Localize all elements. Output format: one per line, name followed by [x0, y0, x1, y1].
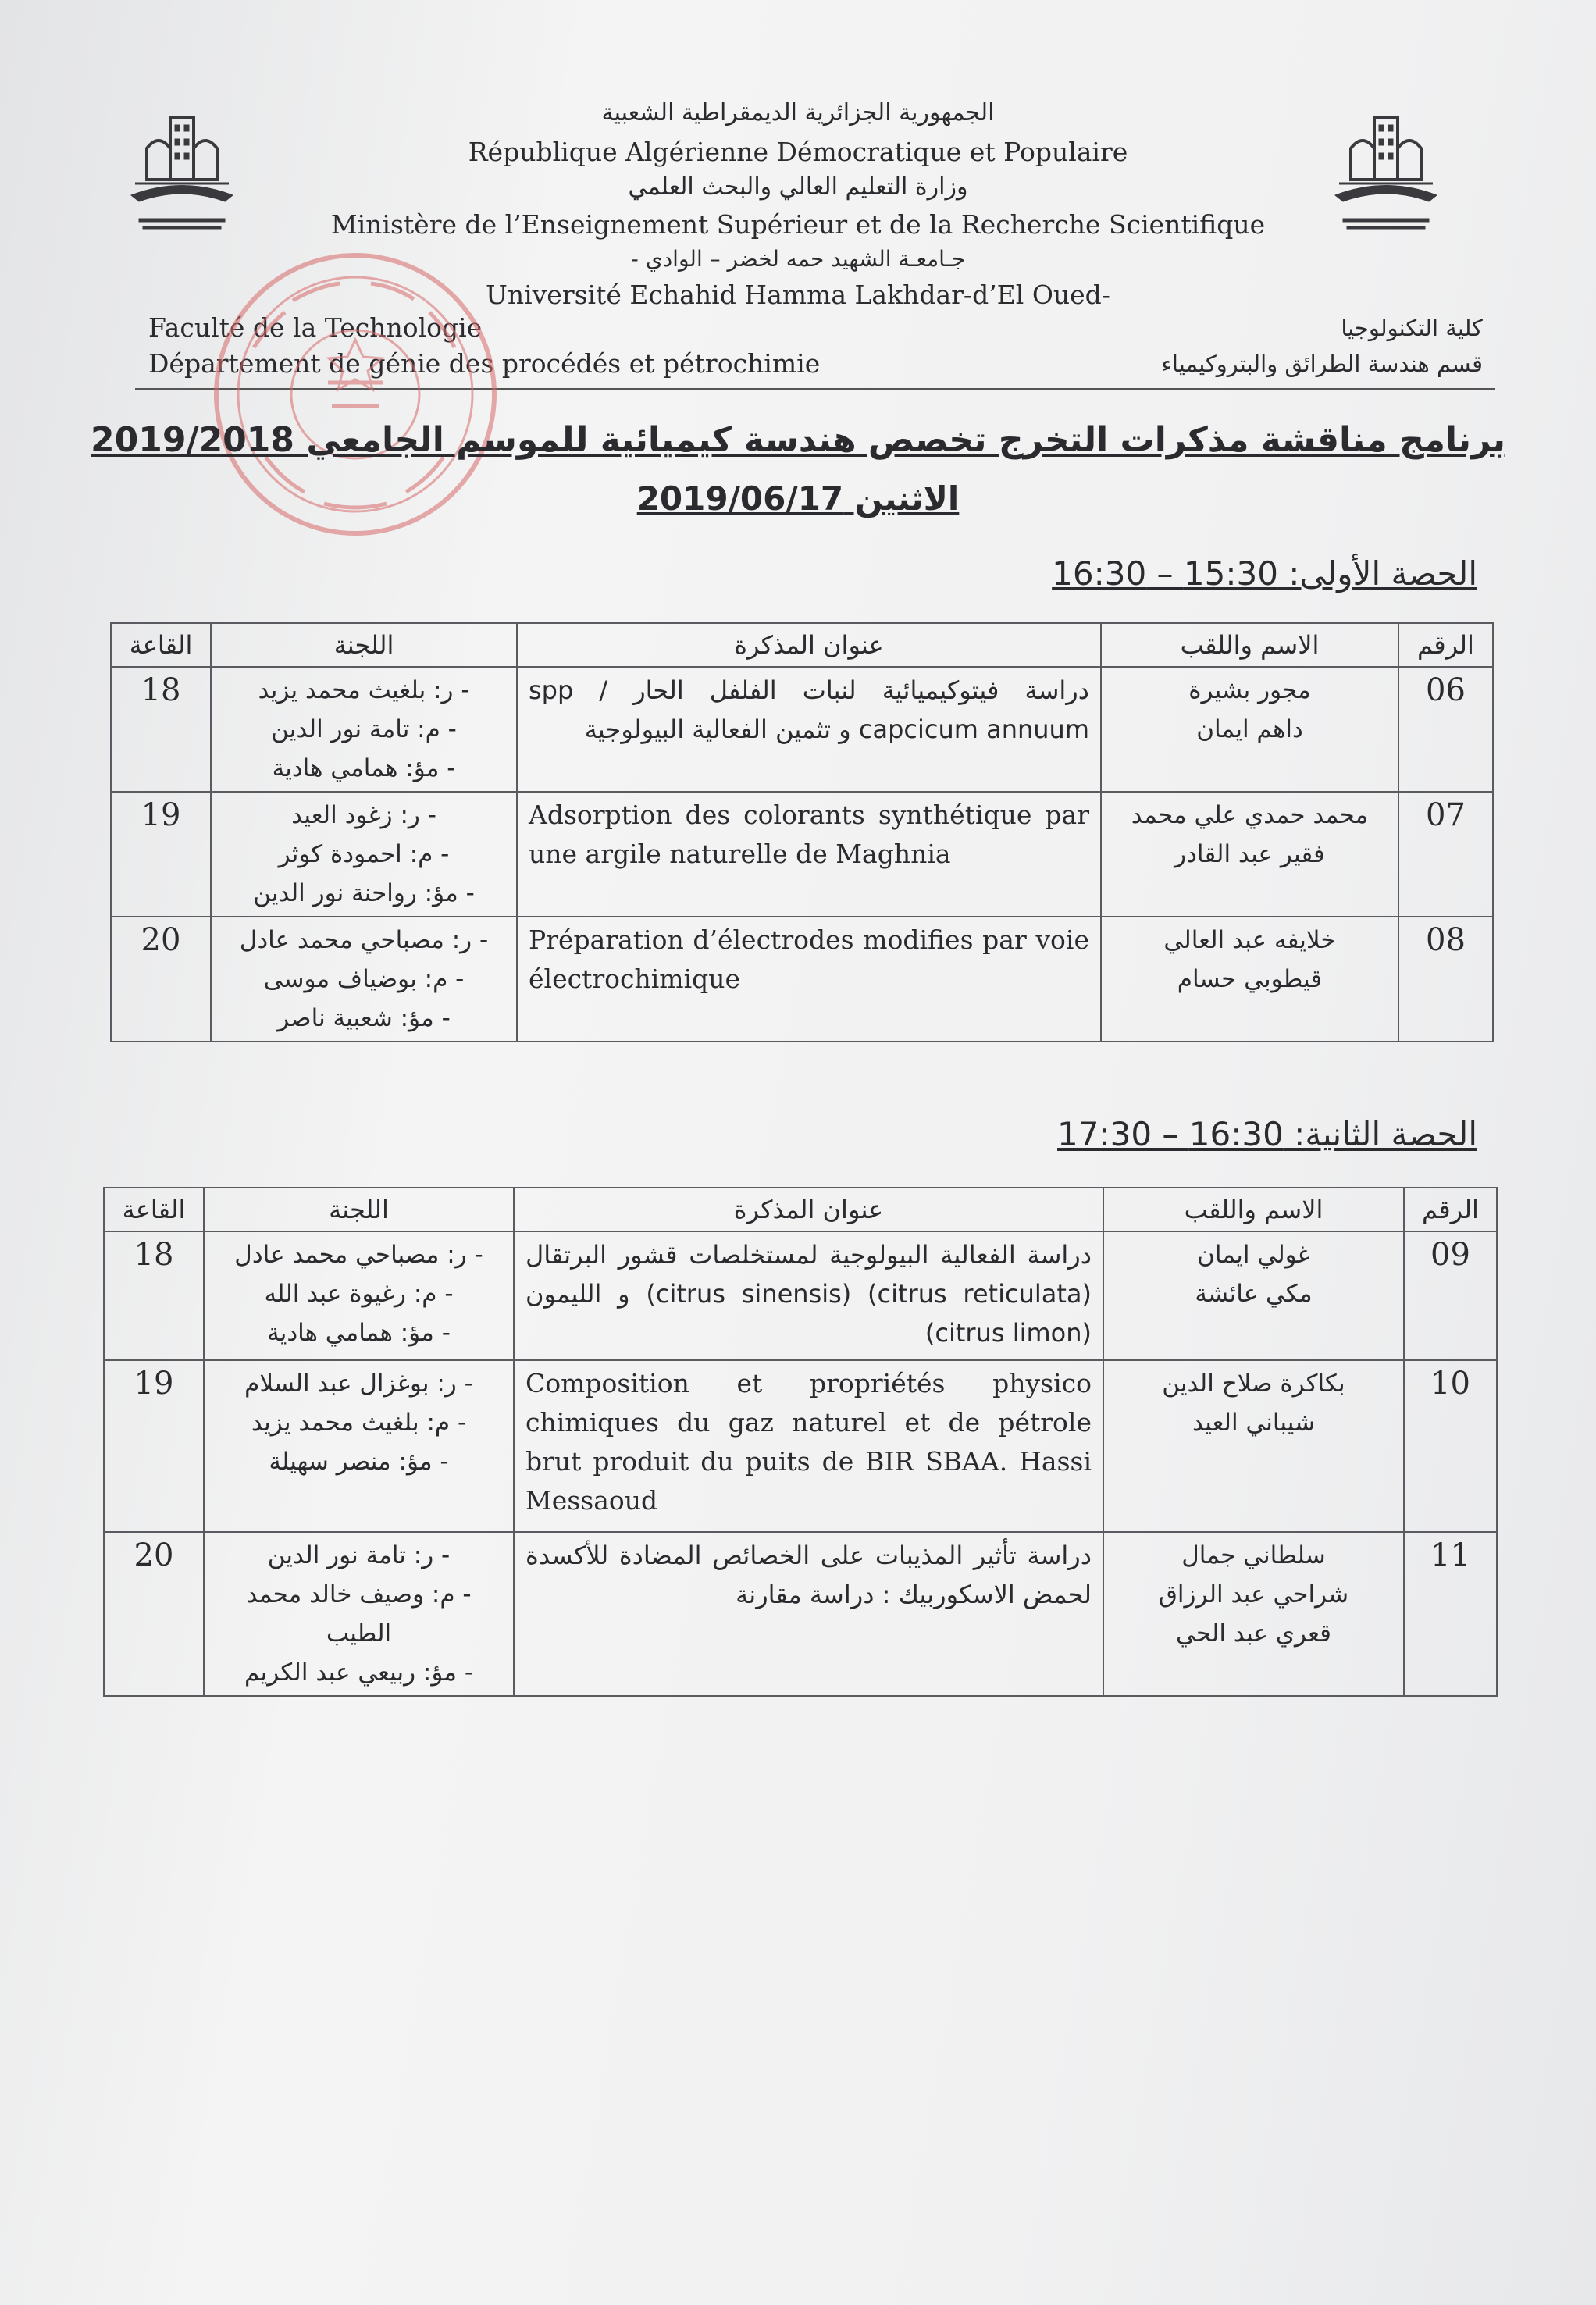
thesis-title-cell: دراسة الفعالية البيولوجية لمستخلصات قشور البرتقال (citrus reticulata) (citrus sinensis) و الليمون (citrus limon): [514, 1231, 1103, 1360]
student-names-cell: [1103, 1360, 1404, 1532]
col-room: القاعة: [104, 1188, 204, 1231]
col-jury: اللجنة: [204, 1188, 514, 1231]
thesis-title-cell: دراسة فيتوكيميائية لنبات الفلفل الحار spp / capcicum annuum و تثمين الفعالية البيولوجية: [517, 667, 1101, 792]
table-row: [104, 1231, 1497, 1360]
table-row: [111, 667, 1493, 792]
ministry-french: Ministère de l’Enseignement Supérieur et de la Recherche Scientifique: [330, 209, 1266, 240]
student-name: فقير عبد القادر: [1174, 840, 1325, 868]
col-thesis: عنوان المذكرة: [514, 1188, 1103, 1231]
department-french: Département de génie des procédés et pétrochimie: [148, 348, 821, 379]
republic-arabic: الجمهورية الجزائرية الديمقراطية الشعبية: [601, 99, 995, 126]
jury-cell: [204, 1360, 514, 1532]
jury-examiner: - م: تامة نور الدين: [271, 715, 457, 743]
university-arabic: جـامعـة الشهيد حمه لخضر – الوادي -: [630, 246, 966, 272]
ministry-arabic: وزارة التعليم العالي والبحث العلمي: [628, 173, 968, 201]
number-cell: 08: [1398, 917, 1493, 1042]
table-row: [111, 792, 1493, 917]
jury-cell: [204, 1532, 514, 1696]
number-cell: 06: [1398, 667, 1493, 792]
table-row: [104, 1532, 1497, 1696]
jury-cell: [211, 917, 517, 1042]
session-1-label: الحصة الأولى: 15:30 – 16:30: [1052, 554, 1477, 593]
student-name: محمد حمدي علي محمد: [1131, 801, 1369, 829]
room-cell: 19: [104, 1360, 204, 1532]
university-french: Université Echahid Hamma Lakhdar-d’El Oued-: [486, 280, 1110, 310]
student-name: داهم ايمان: [1196, 715, 1303, 743]
student-name: غولي ايمان: [1197, 1241, 1310, 1269]
session-2-table: [103, 1187, 1498, 1697]
jury-examiner: - م: احمودة كوثر: [278, 840, 450, 868]
number-cell: 07: [1398, 792, 1493, 917]
col-thesis: عنوان المذكرة: [517, 623, 1101, 667]
student-name: خلايفه عبد العالي: [1163, 926, 1336, 954]
number-cell: 11: [1404, 1532, 1497, 1696]
room-cell: 20: [111, 917, 211, 1042]
jury-supervisor: - مؤ: همامي هادية: [272, 754, 456, 782]
thesis-title-cell: Préparation d’électrodes modifies par voie électrochimique: [517, 917, 1101, 1042]
jury-cell: [211, 667, 517, 792]
jury-cell: [204, 1231, 514, 1360]
student-name: قيطوبي حسام: [1177, 965, 1323, 993]
col-names: الاسم واللقب: [1103, 1188, 1404, 1231]
jury-president: - ر: بلغيث محمد يزيد: [258, 676, 470, 704]
jury-examiner: - م: بلغيث محمد يزيد: [251, 1409, 467, 1437]
student-name: شيباني العيد: [1192, 1409, 1316, 1437]
student-names-cell: [1101, 667, 1398, 792]
jury-examiner: - م: رغيوة عبد الله: [264, 1280, 454, 1308]
student-name: بكاكرة صلاح الدين: [1162, 1370, 1345, 1398]
jury-cell: [211, 792, 517, 917]
col-room: القاعة: [111, 623, 211, 667]
jury-president: - ر: مصباحي محمد عادل: [239, 926, 489, 954]
session-1-table: [110, 622, 1494, 1042]
student-name: سلطاني جمال: [1181, 1541, 1326, 1569]
student-names-cell: [1101, 792, 1398, 917]
faculty-arabic: كلية التكنولوجيا: [1341, 315, 1483, 341]
jury-president: - ر: تامة نور الدين: [267, 1541, 451, 1569]
room-cell: 18: [104, 1231, 204, 1360]
republic-french: République Algérienne Démocratique et Populaire: [468, 137, 1128, 167]
col-num: الرقم: [1404, 1188, 1497, 1231]
table-header-row: [111, 623, 1493, 667]
student-name: شراحي عبد الرزاق: [1158, 1580, 1349, 1609]
col-num: الرقم: [1398, 623, 1493, 667]
number-cell: 09: [1404, 1231, 1497, 1360]
room-cell: 19: [111, 792, 211, 917]
jury-supervisor: - مؤ: همامي هادية: [267, 1319, 451, 1347]
document-title: برنامج مناقشة مذكرات التخرج تخصص هندسة كيميائية للموسم الجامعي 2019/2018: [91, 420, 1505, 460]
col-jury: اللجنة: [211, 623, 517, 667]
jury-supervisor: - مؤ: شعبية ناصر: [277, 1004, 451, 1032]
thesis-title-cell: دراسة تأثير المذيبات على الخصائص المضادة للأكسدة لحمض الاسكوربيك : دراسة مقارنة: [514, 1532, 1103, 1696]
jury-supervisor: - مؤ: منصر سهيلة: [269, 1448, 449, 1476]
jury-examiner: - م: بوضياف موسى: [263, 965, 465, 993]
jury-president: - ر: بوغزال عبد السلام: [244, 1370, 473, 1398]
table-header-row: [104, 1188, 1497, 1231]
student-name: مكي عائشة: [1195, 1280, 1313, 1308]
student-name: قعري عبد الحي: [1176, 1619, 1331, 1648]
session-2-label: الحصة الثانية: 16:30 – 17:30: [1057, 1115, 1477, 1153]
jury-supervisor: - مؤ: رواحنة نور الدين: [253, 879, 475, 907]
student-name: مجور بشيرة: [1188, 676, 1311, 704]
col-names: الاسم واللقب: [1101, 623, 1398, 667]
table-row: [104, 1360, 1497, 1532]
defense-date: الاثنين 2019/06/17: [636, 479, 960, 518]
thesis-title-cell: Adsorption des colorants synthétique par une argile naturelle de Maghnia: [517, 792, 1101, 917]
jury-president: - ر: مصباحي محمد عادل: [234, 1241, 483, 1269]
room-cell: 18: [111, 667, 211, 792]
table-row: [111, 917, 1493, 1042]
student-names-cell: [1103, 1231, 1404, 1360]
jury-examiner: - م: وصيف خالد محمد الطيب: [246, 1580, 472, 1648]
number-cell: 10: [1404, 1360, 1497, 1532]
student-names-cell: [1101, 917, 1398, 1042]
thesis-title-cell: Composition et propriétés physico chimiques du gaz naturel et de pétrole brut produit du puits de BIR SBAA. Hassi Messaoud: [514, 1360, 1103, 1532]
department-arabic: قسم هندسة الطرائق والبتروكيمياء: [1161, 351, 1483, 377]
jury-president: - ر: زغود العيد: [291, 801, 436, 829]
jury-supervisor: - مؤ: ربيعي عبد الكريم: [244, 1658, 474, 1687]
faculty-french: Faculté de la Technologie: [148, 312, 483, 343]
room-cell: 20: [104, 1532, 204, 1696]
student-names-cell: [1103, 1532, 1404, 1696]
